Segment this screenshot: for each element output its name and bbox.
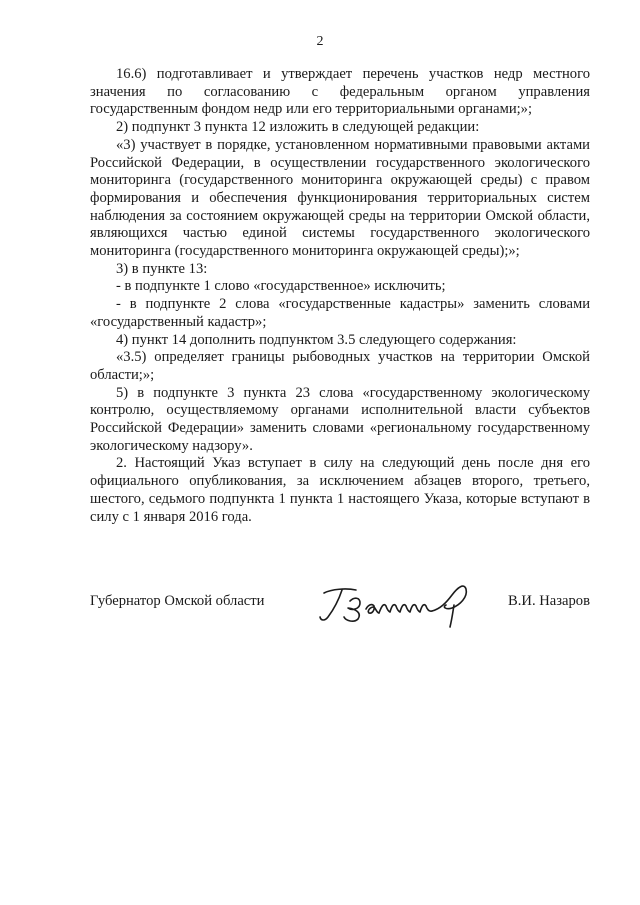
paragraph-item-3-subpoint-1: - в подпункте 1 слово «государственное» исключить;	[116, 278, 446, 295]
page-number: 2	[316, 34, 324, 49]
signatory-name: В.И. Назаров	[508, 593, 590, 609]
paragraph-item-3: 3) в пункте 13:	[116, 260, 208, 277]
paragraph-item-3-subpoint-2: - в подпункте 2 слова «государственные кадастры» заменить словами «государственный кадастр»;	[90, 296, 590, 330]
paragraph-section-2: 2. Настоящий Указ вступает в силу на следующий день после дня его официального опубликования, за исключением абзацев второго, третьего, шестого, седьмого подпункта 1 пункта 1 настоящего Указа, которые вступают в силу с 1 января 2016 года.	[90, 455, 590, 525]
signatory-title: Губернатор Омской области	[90, 593, 265, 609]
paragraph-item-5: 5) в подпункте 3 пункта 23 слова «государственному экологическому контролю, осуществляемому органами исполнительной власти субъектов Российской Федерации» заменить словами «региональному государственному экологическому надзору».	[90, 384, 590, 454]
handwritten-signature	[312, 575, 482, 631]
paragraph-item-2: 2) подпункт 3 пункта 12 изложить в следующей редакции:	[116, 119, 480, 136]
paragraph-16-6: 16.6) подготавливает и утверждает перечень участков недр местного значения по согласованию с федеральным органом управления государственным фондом недр или его территориальными органами;»;	[90, 66, 590, 118]
paragraph-item-4: 4) пункт 14 дополнить подпунктом 3.5 следующего содержания:	[116, 331, 517, 348]
paragraph-subitem-3-5-text: «3.5) определяет границы рыбоводных участков на территории Омской области;»;	[90, 349, 590, 383]
signature-block	[90, 575, 590, 631]
paragraph-subitem-3-text: «3) участвует в порядке, установленном нормативными правовыми актами Российской Федерации, в осуществлении государственного экологического мониторинга (государственного мониторинга окружающей среды) с правом формирования и обеспечения функционирования территориальных систем наблюдения за состоянием окружающей среды на территории Омской области, являющихся частью единой системы государственного экологического мониторинга (государственного мониторинга окружающей среды);»;	[90, 136, 590, 260]
decree-body	[90, 66, 590, 526]
